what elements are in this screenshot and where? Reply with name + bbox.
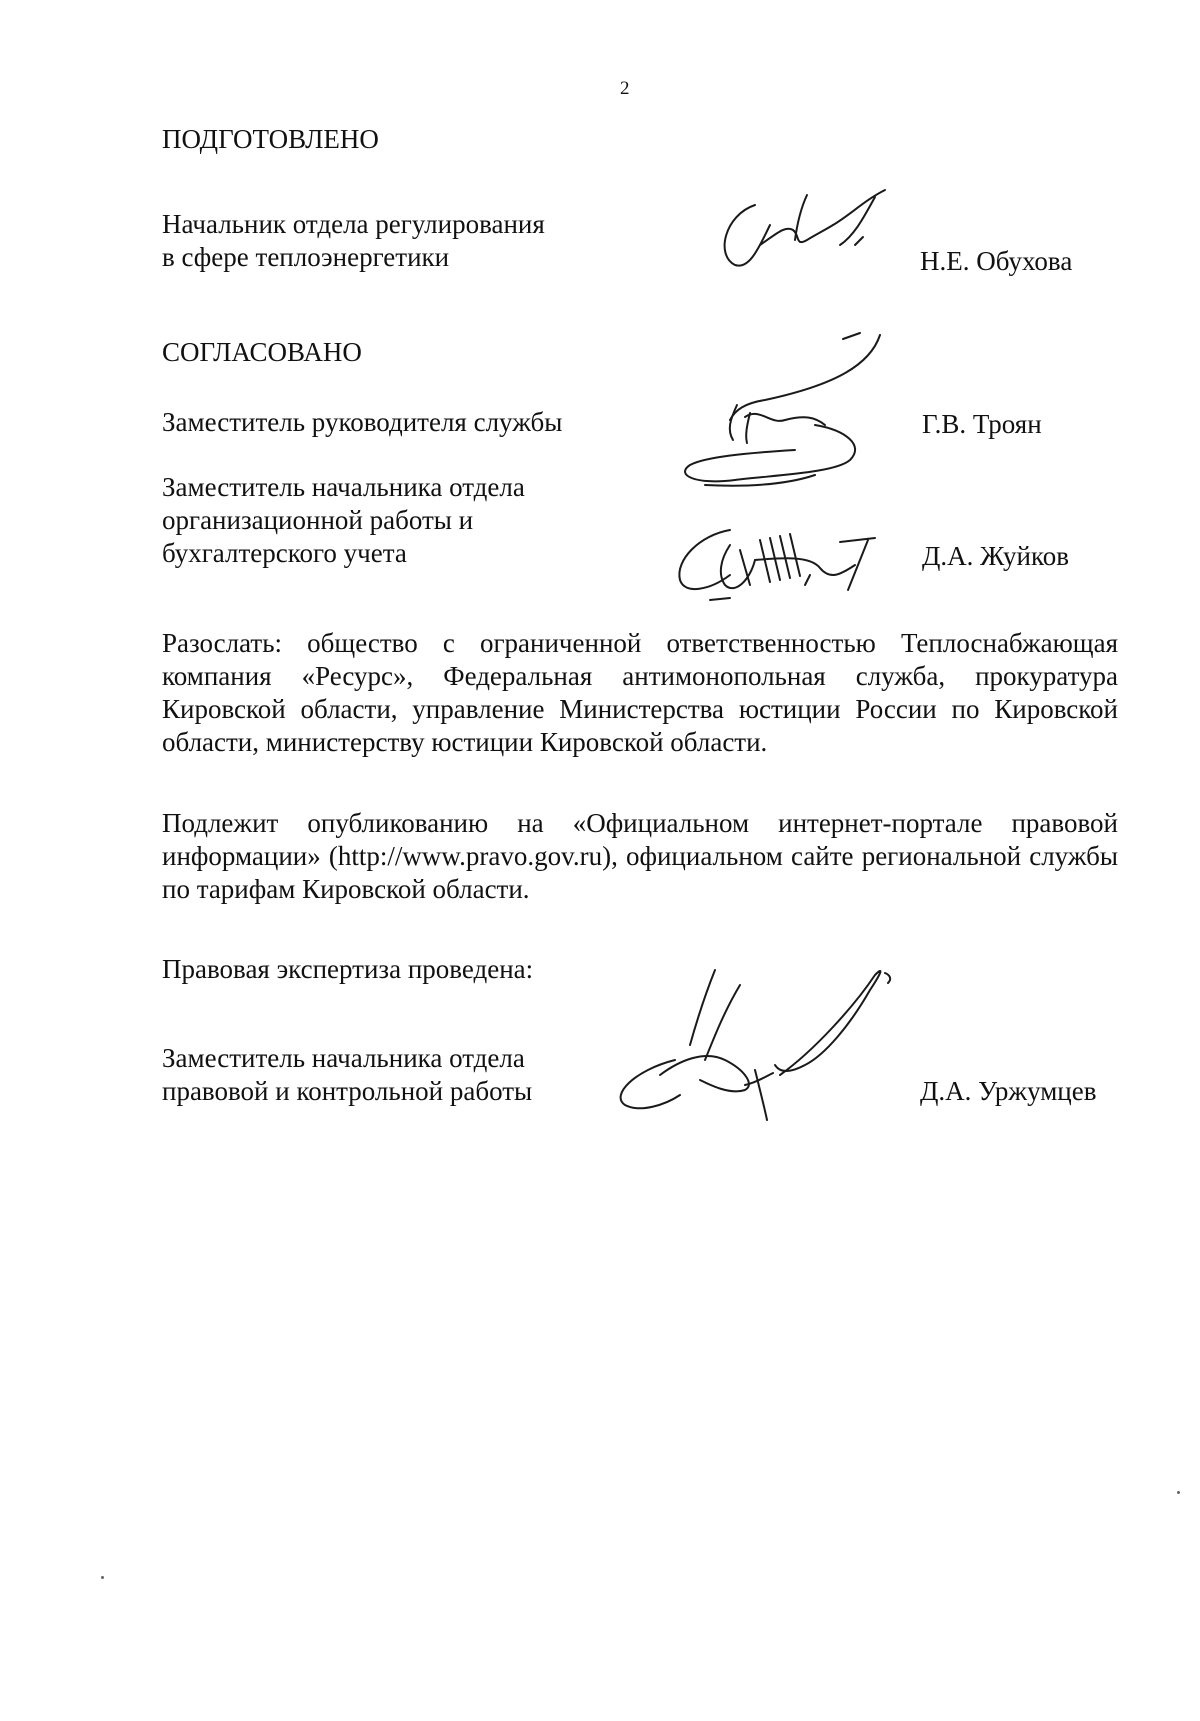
- prepared-signer-name: Н.Е. Обухова: [920, 246, 1073, 276]
- signature-obukhova: [715, 185, 895, 285]
- scan-speck: [1177, 1491, 1180, 1494]
- agreed-signer1-name: Г.В. Троян: [922, 409, 1042, 439]
- agreed-signer2-position-line3: бухгалтерского учета: [162, 538, 407, 568]
- signature-zhuykov: [670, 520, 900, 610]
- scan-speck: [101, 1576, 104, 1579]
- publication-paragraph: Подлежит опубликованию на «Официальном интернет-портале правовой информации» (http://www.pravo.gov.ru), официальном сайте региональной службы по тарифам Кировской области.: [162, 808, 1118, 904]
- signature-urzhumtsev: [605, 965, 905, 1125]
- prepared-position-line2: в сфере теплоэнергетики: [162, 242, 450, 272]
- prepared-position-line1: Начальник отдела регулирования: [162, 209, 545, 239]
- agreed-signer2-position-line2: организационной работы и: [162, 505, 474, 535]
- legal-review-signer-name: Д.А. Уржумцев: [920, 1076, 1097, 1106]
- signature-troyan: [655, 325, 895, 505]
- agreed-signer2-name: Д.А. Жуйков: [922, 541, 1069, 571]
- legal-review-position-line2: правовой и контрольной работы: [162, 1076, 533, 1106]
- legal-review-position-line1: Заместитель начальника отдела: [162, 1043, 525, 1073]
- distribution-paragraph: Разослать: общество с ограниченной ответственностью Теплоснабжающая компания «Ресурс», Федеральная антимонопольная служба, прокуратура Кировской области, управление Министерства юстиции России по Кировской области, министерству юстиции Кировской области.: [162, 628, 1118, 757]
- page-number: 2: [620, 78, 630, 99]
- agreed-heading: СОГЛАСОВАНО: [162, 337, 362, 367]
- agreed-signer1-position: Заместитель руководителя службы: [162, 407, 563, 437]
- agreed-signer2-position-line1: Заместитель начальника отдела: [162, 472, 525, 502]
- legal-review-heading: Правовая экспертиза проведена:: [162, 954, 534, 984]
- prepared-heading: ПОДГОТОВЛЕНО: [162, 124, 379, 154]
